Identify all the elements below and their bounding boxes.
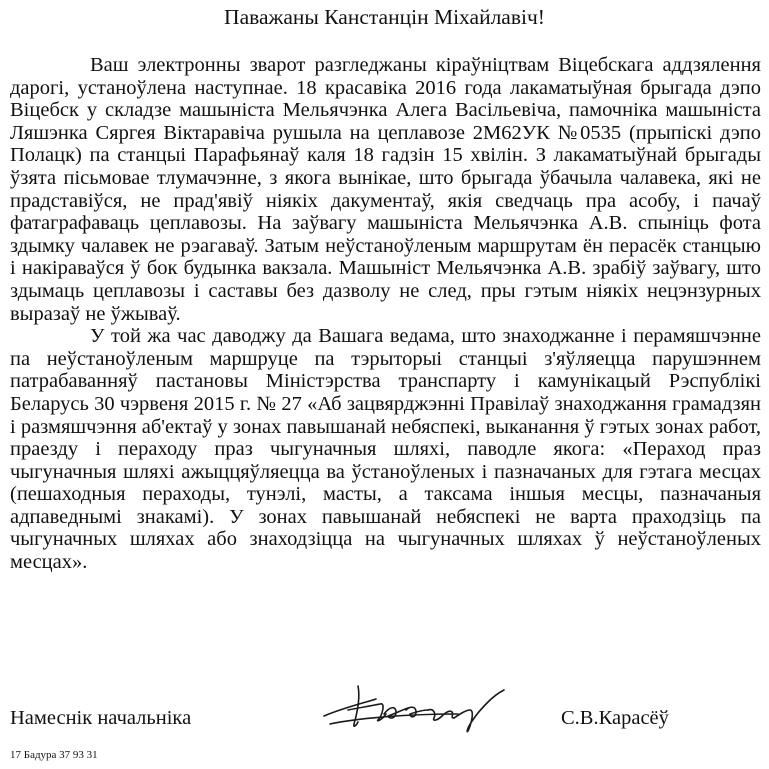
salutation: Паважаны Канстанцін Міхайлавіч! bbox=[224, 5, 545, 29]
signatory-title: Намеснік начальніка bbox=[10, 707, 192, 729]
body-paragraph-2: У той жа час даводжу да Вашага ведама, што знаходжанне і перамяшчэнне па неўстаноўленым маршруце па тэрыторыі станцыі з'яўляецца парушэннем патрабаванняў пастановы Міністэрства транспарту і камунікацый Рэспублікі Беларусь 30 чэрвеня 2015 г. № 27 «Аб зацвярджэнні Правілаў знаходжання грамадзян і размяшчэння аб'ектаў у зонах павышанай небяспекі, выканання ў гэтых зонах работ, праезду і пераходу праз чыгуначныя шляхі, паводле якога: «Пераход праз чыгуначныя шляхі ажыццяўляецца ва ўстаноўленых і пазначаных для гэтага месцах (пешаходныя пераходы, тунэлі, масты, а таксама іншыя месцы, пазначаныя адпаведнымі знакамі). У зонах павышанай небяспекі не варта праходзіць па чыгуначных шляхах або знаходзіцца на чыгуначных шляхах ў неўстаноўленых месцах». bbox=[10, 325, 762, 574]
handwritten-signature bbox=[318, 680, 508, 742]
footer-contact: 17 Бадура 37 93 31 bbox=[10, 749, 98, 761]
letter-body bbox=[10, 54, 761, 574]
signatory-name: С.В.Карасёў bbox=[561, 707, 669, 729]
body-paragraph-1: Ваш электронны зварот разгледжаны кіраўніцтвам Віцебскага аддзялення дарогі, устаноўлена наступнае. 18 красавіка 2016 года лакаматыўная брыгада дэпо Віцебск у складзе машыніста Мельячэнка Алега Васільевіча, памочніка машыніста Ляшэнка Сяргея Віктаравіча рушыла на цеплавозе 2М62УК №0535 (прыпіскі дэпо Полацк) па станцыі Парафьянаў каля 18 гадзін 15 хвілін. З лакаматыўнай брыгады ўзята пісьмовае тлумачэнне, з якога вынікае, што брыгада ўбачыла чалавека, які не прадставіўся, не прад'явіў ніякіх дакументаў, якія сведчаць пра асобу, і пачаў фатаграфаваць цеплавозы. На заўвагу машыніста Мельячэнка А.В. спыніць фота здымку чалавек не рэагаваў. Затым неўстаноўленым маршрутам ён перасёк станцыю і накіраваўся ў бок будынка вакзала. Машыніст Мельячэнка А.В. зрабіў заўвагу, што здымаць цеплавозы і саставы без дазволу не след, пры гэтым ніякіх нецэнзурных выразаў не ўжываў. bbox=[10, 54, 761, 325]
